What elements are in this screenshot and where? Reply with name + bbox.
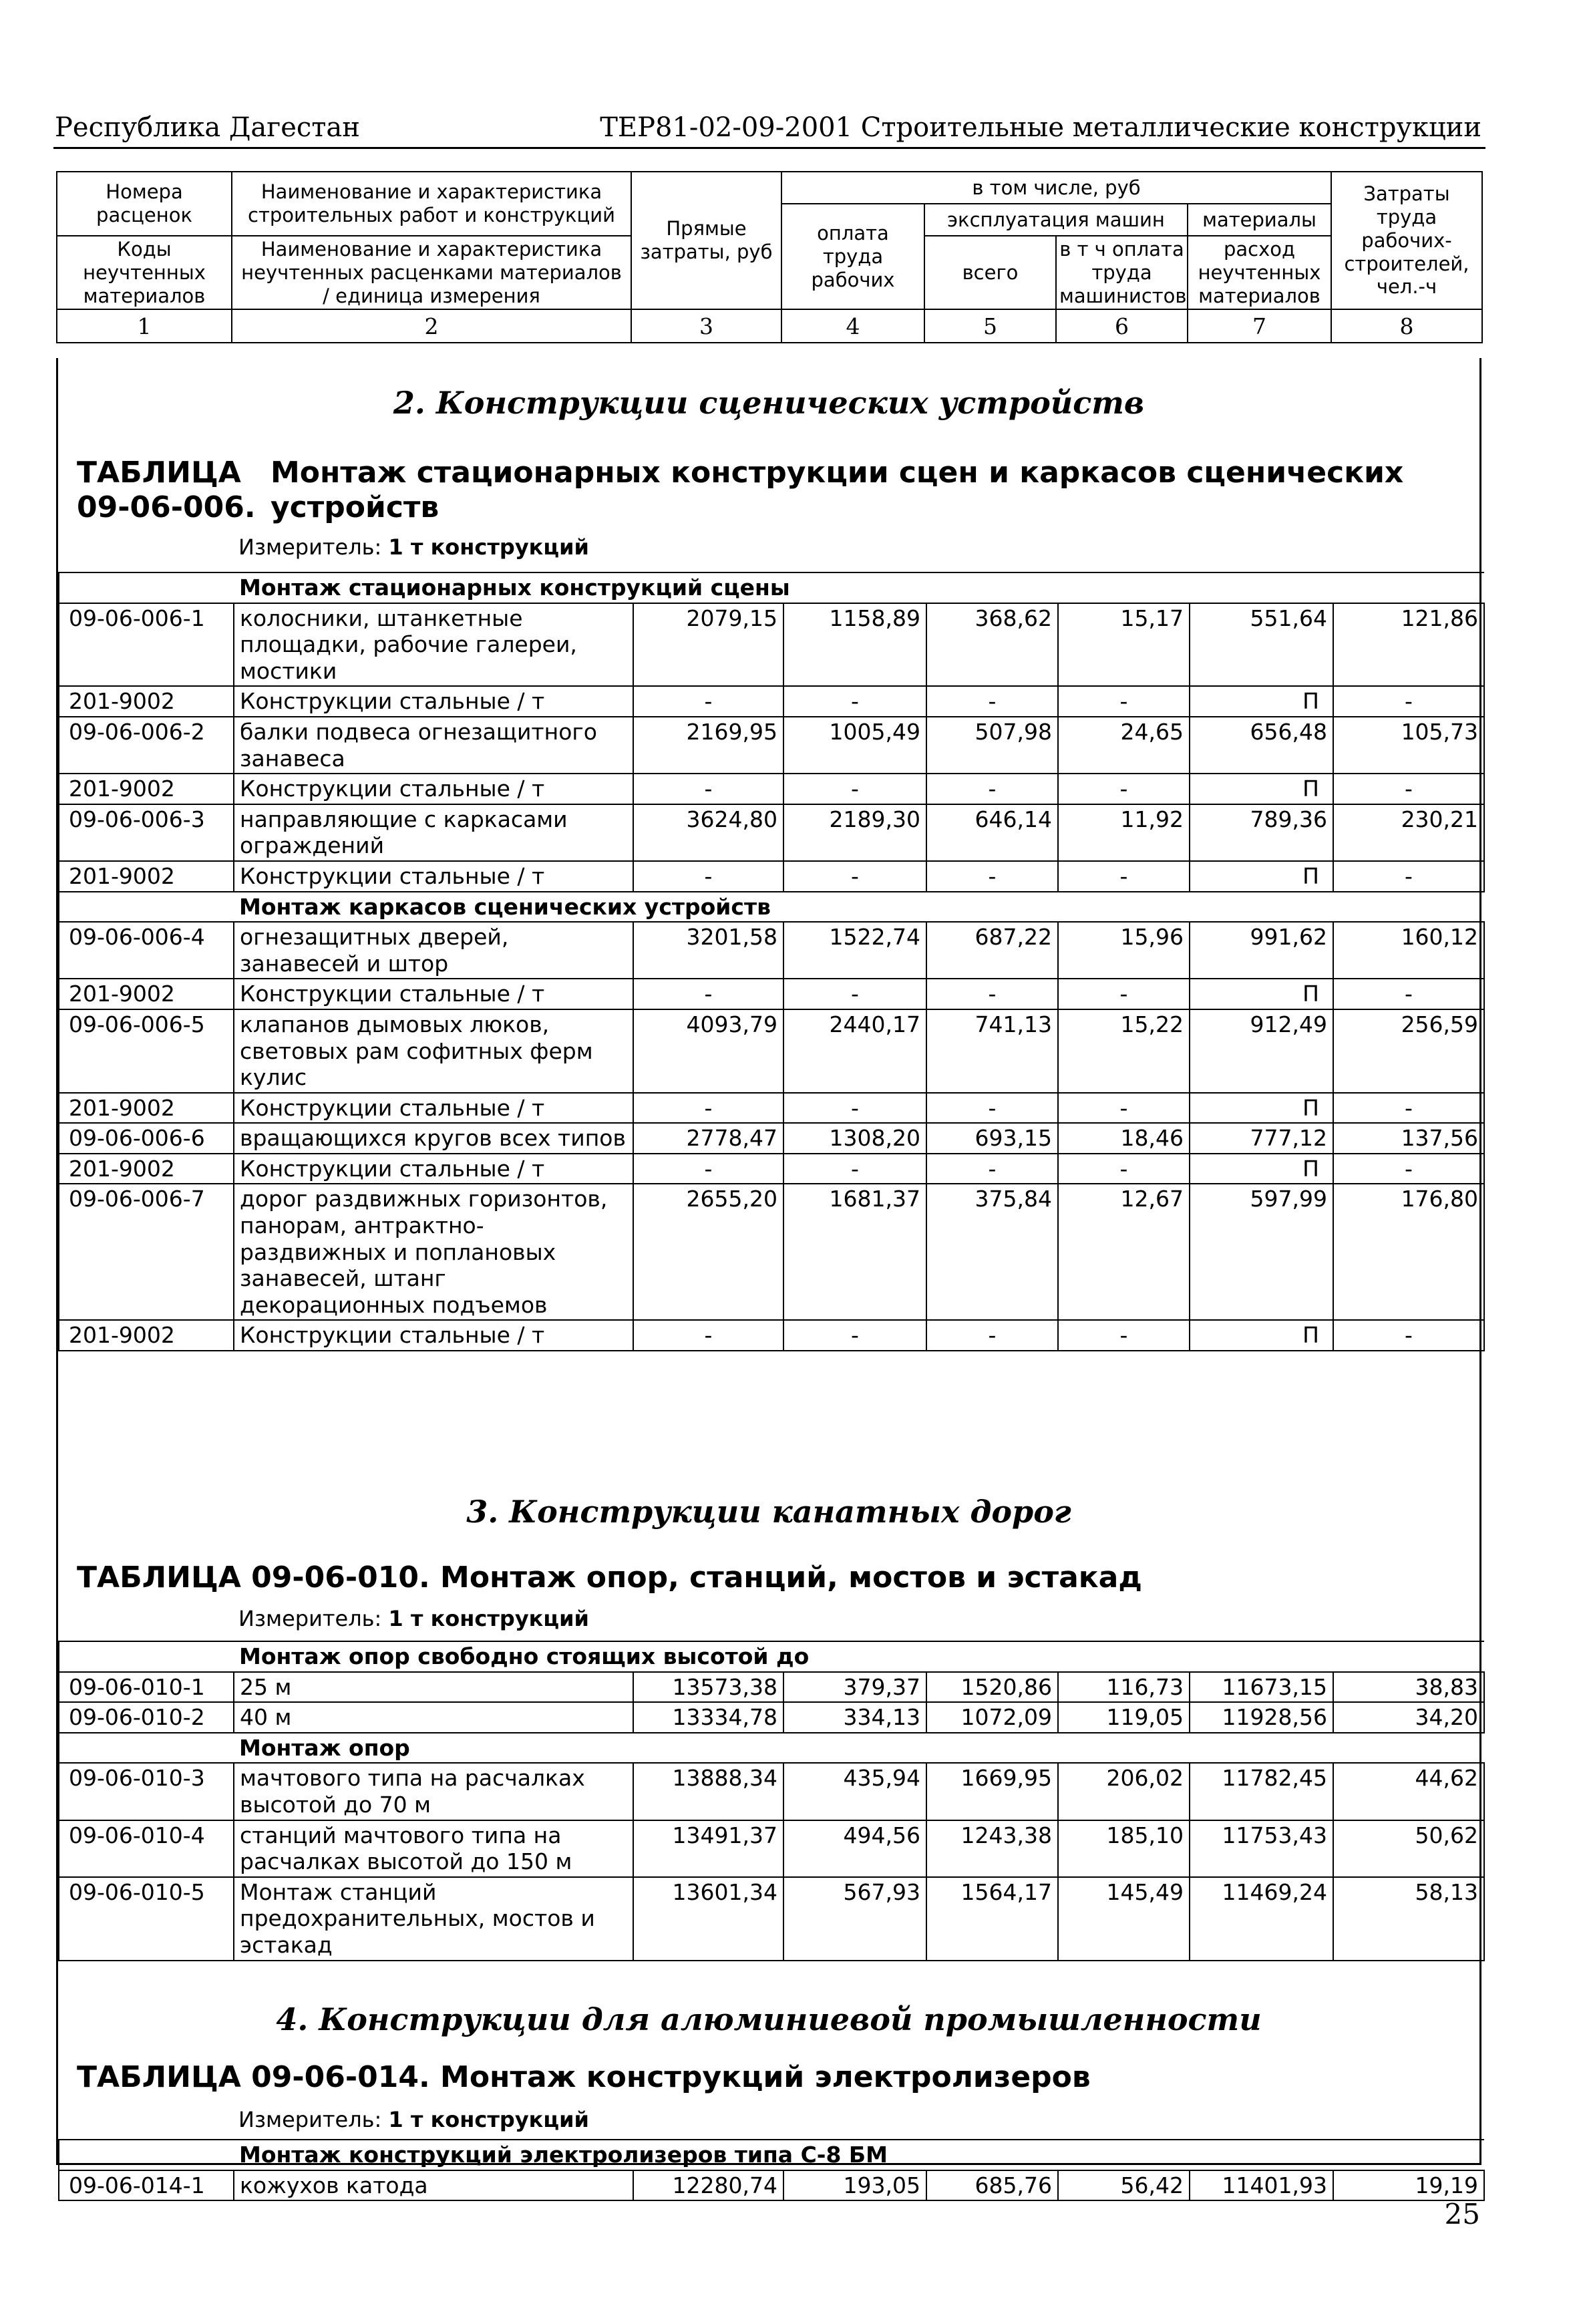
group-heading-spacer [59, 2140, 234, 2170]
value-cell: 34,20 [1333, 1702, 1484, 1733]
value-cell: 375,84 [926, 1184, 1058, 1320]
rate-row [59, 717, 1484, 774]
material-name: Конструкции стальные / т [234, 1154, 633, 1184]
meter-prefix: Измеритель: [238, 2107, 382, 2132]
value-cell: 507,98 [926, 717, 1058, 774]
header-cell-direct-costs: Прямые затраты, руб [631, 172, 781, 309]
value-cell: 334,13 [783, 1702, 926, 1733]
value-cell: - [926, 774, 1058, 804]
group-heading-row [59, 1641, 1484, 1672]
value-cell: П [1190, 861, 1333, 892]
value-cell: 2440,17 [783, 1009, 926, 1093]
table-label: ТАБЛИЦА 09-06-006. [77, 456, 256, 524]
value-cell: 368,62 [926, 603, 1058, 687]
material-row [59, 979, 1484, 1009]
value-cell: 13491,37 [633, 1820, 783, 1877]
page-number: 25 [1444, 2198, 1480, 2230]
rate-name: огнезащитных дверей, занавесей и штор [234, 922, 633, 979]
rate-name: колосники, штанкетные площадки, рабочие галереи, мостики [234, 603, 633, 687]
meter-prefix: Измеритель: [238, 1606, 382, 1631]
value-cell: - [633, 686, 783, 717]
material-code: 201-9002 [59, 979, 234, 1009]
value-cell: - [926, 979, 1058, 1009]
table-title [77, 456, 1473, 525]
value-cell: - [926, 861, 1058, 892]
value-cell: 13573,38 [633, 1672, 783, 1703]
value-cell: 15,17 [1058, 603, 1190, 687]
value-cell: 50,62 [1333, 1820, 1484, 1877]
header-cell-machinists-wages: в т ч оплата труда машинистов [1056, 236, 1188, 309]
value-cell: - [1058, 861, 1190, 892]
table-title [77, 2060, 1091, 2095]
value-cell: 2189,30 [783, 804, 926, 861]
value-cell: - [1333, 861, 1484, 892]
value-cell: 11673,15 [1190, 1672, 1333, 1703]
value-cell: 1564,17 [926, 1877, 1058, 1961]
rate-row [59, 922, 1484, 979]
rate-row [59, 1009, 1484, 1093]
rate-code: 09-06-010-1 [59, 1672, 234, 1703]
material-code: 201-9002 [59, 861, 234, 892]
table-title [77, 1560, 1142, 1595]
meter-prefix: Измеритель: [238, 534, 382, 560]
table-name: Монтаж конструкций электролизеров [440, 2060, 1091, 2094]
material-row [59, 1093, 1484, 1124]
value-cell: 1669,95 [926, 1763, 1058, 1820]
rate-row [59, 1672, 1484, 1703]
value-cell: 685,76 [926, 2170, 1058, 2201]
rate-row [59, 603, 1484, 687]
header-cell-name-bottom: Наименование и характеристика неучтенных расценками материалов / единица измерения [232, 236, 631, 309]
value-cell: 105,73 [1333, 717, 1484, 774]
meter-value: 1 т конструкций [388, 534, 589, 560]
value-cell: - [1333, 774, 1484, 804]
value-cell: П [1190, 1154, 1333, 1184]
table-name: Монтаж стационарных конструкции сцен и каркасов сценических устройств [271, 456, 1404, 524]
group-heading-row [59, 572, 1484, 603]
table-name: Монтаж опор, станций, мостов и эстакад [440, 1560, 1142, 1595]
value-cell: 13888,34 [633, 1763, 783, 1820]
value-cell: - [926, 686, 1058, 717]
value-cell: 56,42 [1058, 2170, 1190, 2201]
value-cell: 597,99 [1190, 1184, 1333, 1320]
rate-code: 09-06-006-4 [59, 922, 234, 979]
value-cell: 1308,20 [783, 1123, 926, 1154]
value-cell: П [1190, 1320, 1333, 1351]
value-cell: 379,37 [783, 1672, 926, 1703]
value-cell: 18,46 [1058, 1123, 1190, 1154]
value-cell: 494,56 [783, 1820, 926, 1877]
rate-name: балки подвеса огнезащитного занавеса [234, 717, 633, 774]
rate-code: 09-06-010-5 [59, 1877, 234, 1961]
value-cell: 777,12 [1190, 1123, 1333, 1154]
value-cell: - [926, 1320, 1058, 1351]
value-cell: П [1190, 979, 1333, 1009]
group-heading-row [59, 892, 1484, 923]
rate-row [59, 804, 1484, 861]
value-cell: 12280,74 [633, 2170, 783, 2201]
material-row [59, 861, 1484, 892]
header-cell-labor: Затраты труда рабочих-строителей, чел.-ч [1331, 172, 1482, 309]
document-body [56, 358, 1481, 2198]
value-cell: 121,86 [1333, 603, 1484, 687]
rate-name: Монтаж станций предохранительных, мостов и эстакад [234, 1877, 633, 1961]
value-cell: 687,22 [926, 922, 1058, 979]
material-code: 201-9002 [59, 1320, 234, 1351]
value-cell: - [783, 774, 926, 804]
value-cell: - [783, 1320, 926, 1351]
rates-table [58, 1641, 1485, 1961]
value-cell: 789,36 [1190, 804, 1333, 861]
rate-row [59, 1702, 1484, 1733]
section-title: 3. Конструкции канатных дорог [466, 1494, 1071, 1530]
value-cell: 646,14 [926, 804, 1058, 861]
material-row [59, 774, 1484, 804]
header-num: 5 [924, 309, 1056, 343]
group-heading-spacer [59, 1641, 234, 1672]
running-header-right: ТЕР81-02-09-2001 Строительные металлические конструкции [600, 112, 1481, 143]
value-cell: 693,15 [926, 1123, 1058, 1154]
value-cell: - [1058, 1320, 1190, 1351]
value-cell: 2079,15 [633, 603, 783, 687]
value-cell: - [1333, 686, 1484, 717]
value-cell: 12,67 [1058, 1184, 1190, 1320]
material-name: Конструкции стальные / т [234, 1093, 633, 1124]
value-cell: 656,48 [1190, 717, 1333, 774]
group-heading: Монтаж стационарных конструкций сцены [234, 572, 1484, 603]
value-cell: П [1190, 686, 1333, 717]
header-num: 7 [1188, 309, 1331, 343]
material-name: Конструкции стальные / т [234, 774, 633, 804]
value-cell: 19,19 [1333, 2170, 1484, 2201]
rate-name: направляющие с каркасами ограждений [234, 804, 633, 861]
value-cell: 3201,58 [633, 922, 783, 979]
rate-code: 09-06-006-1 [59, 603, 234, 687]
value-cell: 11469,24 [1190, 1877, 1333, 1961]
value-cell: - [1058, 979, 1190, 1009]
value-cell: 11,92 [1058, 804, 1190, 861]
rate-name: 40 м [234, 1702, 633, 1733]
value-cell: 1681,37 [783, 1184, 926, 1320]
meter [238, 534, 589, 560]
value-cell: 193,05 [783, 2170, 926, 2201]
header-num: 2 [232, 309, 631, 343]
rate-code: 09-06-006-2 [59, 717, 234, 774]
rate-name: вращающихся кругов всех типов [234, 1123, 633, 1154]
value-cell: 13334,78 [633, 1702, 783, 1733]
value-cell: 551,64 [1190, 603, 1333, 687]
value-cell: - [783, 1154, 926, 1184]
value-cell: - [1058, 1154, 1190, 1184]
value-cell: 15,22 [1058, 1009, 1190, 1093]
material-code: 201-9002 [59, 774, 234, 804]
header-cell-wages: оплата труда рабочих [781, 204, 924, 309]
rate-name: кожухов катода [234, 2170, 633, 2201]
rate-row [59, 1123, 1484, 1154]
value-cell: 991,62 [1190, 922, 1333, 979]
value-cell: 11782,45 [1190, 1763, 1333, 1820]
rate-code: 09-06-006-5 [59, 1009, 234, 1093]
value-cell: 176,80 [1333, 1184, 1484, 1320]
meter [238, 2107, 589, 2132]
value-cell: 11753,43 [1190, 1820, 1333, 1877]
header-num: 4 [781, 309, 924, 343]
group-heading: Монтаж конструкций электролизеров типа С-8 БМ [234, 2140, 1484, 2170]
value-cell: 1158,89 [783, 603, 926, 687]
material-row [59, 686, 1484, 717]
header-num: 1 [57, 309, 232, 343]
header-cell-materials: материалы [1188, 204, 1331, 236]
value-cell: - [1333, 1154, 1484, 1184]
material-code: 201-9002 [59, 1154, 234, 1184]
rate-row [59, 1184, 1484, 1320]
value-cell: 206,02 [1058, 1763, 1190, 1820]
value-cell: - [633, 1093, 783, 1124]
value-cell: 1243,38 [926, 1820, 1058, 1877]
value-cell: - [783, 861, 926, 892]
value-cell: - [1058, 686, 1190, 717]
value-cell: 38,83 [1333, 1672, 1484, 1703]
value-cell: 11401,93 [1190, 2170, 1333, 2201]
value-cell: - [783, 979, 926, 1009]
material-name: Конструкции стальные / т [234, 686, 633, 717]
value-cell: 137,56 [1333, 1123, 1484, 1154]
rate-code: 09-06-006-6 [59, 1123, 234, 1154]
value-cell: 2778,47 [633, 1123, 783, 1154]
group-heading: Монтаж каркасов сценических устройств [234, 892, 1484, 923]
material-name: Конструкции стальные / т [234, 861, 633, 892]
value-cell: 230,21 [1333, 804, 1484, 861]
rate-row [59, 2170, 1484, 2201]
material-row [59, 1320, 1484, 1351]
section-title: 4. Конструкции для алюминиевой промышленности [276, 2001, 1262, 2037]
header-cell-including: в том числе, руб [781, 172, 1331, 204]
material-name: Конструкции стальные / т [234, 1320, 633, 1351]
value-cell: - [633, 861, 783, 892]
running-header-left: Республика Дагестан [55, 112, 360, 143]
value-cell: 256,59 [1333, 1009, 1484, 1093]
rate-name: дорог раздвижных горизонтов, панорам, антрактно-раздвижных и поплановых занавесей, штанг декорационных подъемов [234, 1184, 633, 1320]
header-rule [53, 147, 1485, 149]
value-cell: 145,49 [1058, 1877, 1190, 1961]
table-label: ТАБЛИЦА 09-06-010. [77, 1560, 430, 1595]
value-cell: - [1333, 1093, 1484, 1124]
rate-row [59, 1877, 1484, 1961]
value-cell: - [633, 1320, 783, 1351]
rates-table [58, 572, 1485, 1351]
value-cell: 44,62 [1333, 1763, 1484, 1820]
value-cell: 11928,56 [1190, 1702, 1333, 1733]
rate-code: 09-06-006-3 [59, 804, 234, 861]
material-row [59, 1154, 1484, 1184]
value-cell: 741,13 [926, 1009, 1058, 1093]
value-cell: - [1333, 1320, 1484, 1351]
value-cell: 119,05 [1058, 1702, 1190, 1733]
table-label: ТАБЛИЦА 09-06-014. [77, 2060, 430, 2094]
rate-code: 09-06-010-4 [59, 1820, 234, 1877]
rate-code: 09-06-010-3 [59, 1763, 234, 1820]
rate-code: 09-06-006-7 [59, 1184, 234, 1320]
group-heading-spacer [59, 572, 234, 603]
meter [238, 1606, 589, 1631]
value-cell: 1072,09 [926, 1702, 1058, 1733]
value-cell: 1522,74 [783, 922, 926, 979]
value-cell: 58,13 [1333, 1877, 1484, 1961]
header-num: 6 [1056, 309, 1188, 343]
header-cell-name-top: Наименование и характеристика строительных работ и конструкций [232, 172, 631, 236]
value-cell: 15,96 [1058, 922, 1190, 979]
rate-name: 25 м [234, 1672, 633, 1703]
header-cell-codes-top: Номера расценок [57, 172, 232, 236]
value-cell: П [1190, 1093, 1333, 1124]
rate-row [59, 1820, 1484, 1877]
value-cell: 13601,34 [633, 1877, 783, 1961]
group-heading-row [59, 2140, 1484, 2170]
meter-value: 1 т конструкций [388, 2107, 589, 2132]
rates-table [58, 2139, 1485, 2201]
header-cell-materials-consumption: расход неучтенных материалов [1188, 236, 1331, 309]
rate-code: 09-06-010-2 [59, 1702, 234, 1733]
value-cell: 185,10 [1058, 1820, 1190, 1877]
value-cell: - [633, 1154, 783, 1184]
value-cell: - [1058, 774, 1190, 804]
value-cell: - [1058, 1093, 1190, 1124]
value-cell: - [1333, 979, 1484, 1009]
rate-row [59, 1763, 1484, 1820]
header-cell-codes-bottom: Коды неучтенных материалов [57, 236, 232, 309]
rate-name: станций мачтового типа на расчалках высотой до 150 м [234, 1820, 633, 1877]
value-cell: 2655,20 [633, 1184, 783, 1320]
value-cell: 116,73 [1058, 1672, 1190, 1703]
value-cell: 160,12 [1333, 922, 1484, 979]
value-cell: - [633, 774, 783, 804]
group-heading-row [59, 1733, 1484, 1764]
meter-value: 1 т конструкций [388, 1606, 589, 1631]
value-cell: - [783, 1093, 926, 1124]
group-heading-spacer [59, 892, 234, 923]
value-cell: - [633, 979, 783, 1009]
group-heading-spacer [59, 1733, 234, 1764]
value-cell: 3624,80 [633, 804, 783, 861]
value-cell: - [783, 686, 926, 717]
value-cell: 567,93 [783, 1877, 926, 1961]
material-code: 201-9002 [59, 686, 234, 717]
material-name: Конструкции стальные / т [234, 979, 633, 1009]
value-cell: П [1190, 774, 1333, 804]
column-header-table [56, 171, 1483, 343]
rate-name: мачтового типа на расчалках высотой до 70 м [234, 1763, 633, 1820]
value-cell: - [926, 1154, 1058, 1184]
value-cell: 435,94 [783, 1763, 926, 1820]
header-cell-machines-total: всего [924, 236, 1056, 309]
value-cell: 1005,49 [783, 717, 926, 774]
rate-name: клапанов дымовых люков, световых рам софитных ферм кулис [234, 1009, 633, 1093]
section-title: 2. Конструкции сценических устройств [393, 385, 1145, 421]
value-cell: 912,49 [1190, 1009, 1333, 1093]
value-cell: 4093,79 [633, 1009, 783, 1093]
value-cell: 1520,86 [926, 1672, 1058, 1703]
value-cell: 24,65 [1058, 717, 1190, 774]
header-num: 3 [631, 309, 781, 343]
header-num: 8 [1331, 309, 1482, 343]
group-heading: Монтаж опор [234, 1733, 1484, 1764]
material-code: 201-9002 [59, 1093, 234, 1124]
value-cell: - [926, 1093, 1058, 1124]
value-cell: 2169,95 [633, 717, 783, 774]
header-cell-machines: эксплуатация машин [924, 204, 1188, 236]
rate-code: 09-06-014-1 [59, 2170, 234, 2201]
group-heading: Монтаж опор свободно стоящих высотой до [234, 1641, 1484, 1672]
